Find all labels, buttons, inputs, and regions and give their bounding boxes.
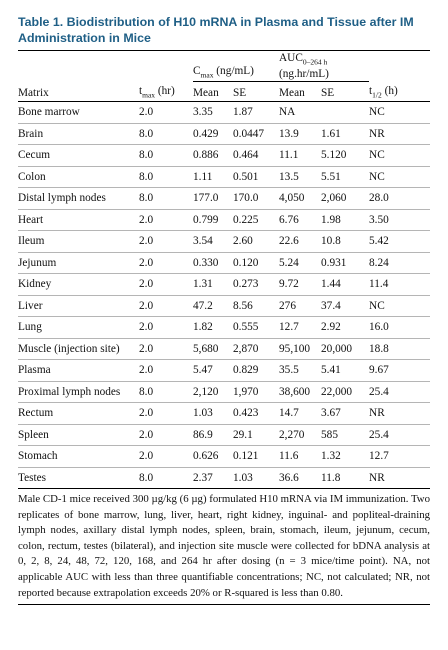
table-container: [18, 14, 430, 605]
cell-cmax-mean: 0.626: [193, 446, 233, 468]
cell-auc-se: 0.931: [321, 252, 369, 274]
cell-thalf: 11.4: [369, 274, 430, 296]
cell-tmax: 8.0: [139, 166, 193, 188]
cmax-se-header: SE: [233, 87, 247, 99]
cell-auc-mean: 13.5: [279, 166, 321, 188]
cmax-mean-header: Mean: [193, 87, 219, 99]
cell-cmax-se: 0.464: [233, 145, 279, 167]
cell-matrix: Heart: [18, 209, 139, 231]
cell-cmax-se: 29.1: [233, 424, 279, 446]
cell-matrix: Lung: [18, 317, 139, 339]
table-row: [18, 360, 430, 382]
cell-cmax-mean: 0.330: [193, 252, 233, 274]
cell-tmax: 2.0: [139, 338, 193, 360]
cell-cmax-mean: 2,120: [193, 381, 233, 403]
cell-cmax-se: 0.225: [233, 209, 279, 231]
cell-thalf: 9.67: [369, 360, 430, 382]
cell-cmax-se: 2,870: [233, 338, 279, 360]
header-row-groups: [18, 51, 430, 82]
cell-cmax-se: 0.120: [233, 252, 279, 274]
cell-auc-se: 1.44: [321, 274, 369, 296]
table-row: [18, 295, 430, 317]
cell-thalf: 5.42: [369, 231, 430, 253]
cell-auc-mean: 35.5: [279, 360, 321, 382]
cell-tmax: 2.0: [139, 424, 193, 446]
cell-cmax-se: 1.03: [233, 467, 279, 488]
table-row: [18, 209, 430, 231]
cell-cmax-mean: 0.886: [193, 145, 233, 167]
cell-cmax-se: 0.273: [233, 274, 279, 296]
cell-matrix: Liver: [18, 295, 139, 317]
cell-cmax-mean: 177.0: [193, 188, 233, 210]
table-row: [18, 231, 430, 253]
cell-thalf: NC: [369, 166, 430, 188]
cell-cmax-se: 0.829: [233, 360, 279, 382]
cell-thalf: 16.0: [369, 317, 430, 339]
cell-cmax-mean: 3.54: [193, 231, 233, 253]
cell-cmax-mean: 5,680: [193, 338, 233, 360]
cell-auc-mean: NA: [279, 102, 321, 124]
cell-cmax-se: 0.555: [233, 317, 279, 339]
cell-cmax-mean: 47.2: [193, 295, 233, 317]
cell-auc-se: 1.61: [321, 123, 369, 145]
header-row-columns: [18, 82, 430, 102]
thalf-header: $t_{1/2}$ (h): [369, 84, 398, 99]
cell-thalf: 18.8: [369, 338, 430, 360]
cell-auc-mean: 14.7: [279, 403, 321, 425]
cell-cmax-se: 1,970: [233, 381, 279, 403]
cell-matrix: Muscle (injection site): [18, 338, 139, 360]
cell-auc-se: 11.8: [321, 467, 369, 488]
cell-tmax: 2.0: [139, 360, 193, 382]
cell-thalf: 12.7: [369, 446, 430, 468]
cell-cmax-mean: 3.35: [193, 102, 233, 124]
cell-matrix: Bone marrow: [18, 102, 139, 124]
cell-auc-mean: 38,600: [279, 381, 321, 403]
cell-thalf: NC: [369, 145, 430, 167]
cell-cmax-se: 170.0: [233, 188, 279, 210]
table-row: [18, 467, 430, 488]
table-footnote: Male CD-1 mice received 300 µg/kg (6 µg) formulated H10 mRNA via IM immunization. Two replicates of bone marrow, lung, liver, heart, right kidney, inguinal- and popliteal-draining lymph nodes, axillary distal lymph nodes, spleen, brain, stomach, ileum, jejunum, cecum, colon, rectum, testes (bilateral), and injection site muscle were collected for bDNA analysis at 0, 2, 8, 24, 48, 72, 120, 168, and 264 hr after dosing (n = 3 mice/time point). NA, not applicable AUC with less than three quantifiable concentrations; NC, not calculated; NR, not reported because extrapolation exceeds 20% or R-squared is less than 0.80.: [18, 488, 430, 605]
cell-matrix: Distal lymph nodes: [18, 188, 139, 210]
cell-auc-se: [321, 102, 369, 124]
cell-cmax-mean: 2.37: [193, 467, 233, 488]
cell-thalf: 8.24: [369, 252, 430, 274]
cell-tmax: 2.0: [139, 252, 193, 274]
cell-tmax: 2.0: [139, 403, 193, 425]
cell-auc-mean: 4,050: [279, 188, 321, 210]
cell-tmax: 2.0: [139, 209, 193, 231]
auc-mean-header: Mean: [279, 87, 305, 99]
cell-cmax-se: 8.56: [233, 295, 279, 317]
cell-auc-se: 22,000: [321, 381, 369, 403]
cell-matrix: Cecum: [18, 145, 139, 167]
table-row: [18, 252, 430, 274]
cell-thalf: NC: [369, 102, 430, 124]
cell-matrix: Spleen: [18, 424, 139, 446]
cell-cmax-mean: 1.03: [193, 403, 233, 425]
cell-tmax: 8.0: [139, 188, 193, 210]
cell-matrix: Jejunum: [18, 252, 139, 274]
cell-tmax: 8.0: [139, 145, 193, 167]
cell-auc-se: 1.32: [321, 446, 369, 468]
cell-thalf: NR: [369, 467, 430, 488]
cell-tmax: 2.0: [139, 317, 193, 339]
cell-cmax-mean: 5.47: [193, 360, 233, 382]
cell-tmax: 2.0: [139, 274, 193, 296]
table-row: [18, 317, 430, 339]
cell-cmax-se: 0.501: [233, 166, 279, 188]
cell-auc-se: 5.51: [321, 166, 369, 188]
cell-auc-se: 37.4: [321, 295, 369, 317]
cell-auc-se: 1.98: [321, 209, 369, 231]
cell-auc-se: 5.41: [321, 360, 369, 382]
table-row: [18, 188, 430, 210]
table-row: [18, 381, 430, 403]
cell-thalf: 25.4: [369, 424, 430, 446]
cell-matrix: Plasma: [18, 360, 139, 382]
cell-cmax-mean: 1.31: [193, 274, 233, 296]
cell-auc-se: 5.120: [321, 145, 369, 167]
cell-auc-mean: 13.9: [279, 123, 321, 145]
cell-thalf: NR: [369, 123, 430, 145]
cell-auc-se: 20,000: [321, 338, 369, 360]
cell-matrix: Brain: [18, 123, 139, 145]
cell-auc-mean: 2,270: [279, 424, 321, 446]
cell-thalf: 28.0: [369, 188, 430, 210]
cell-tmax: 8.0: [139, 123, 193, 145]
cell-auc-se: 10.8: [321, 231, 369, 253]
cell-auc-mean: 5.24: [279, 252, 321, 274]
cell-matrix: Ileum: [18, 231, 139, 253]
cell-auc-mean: 11.1: [279, 145, 321, 167]
cell-cmax-mean: 0.799: [193, 209, 233, 231]
table-body: [18, 102, 430, 489]
cell-tmax: 2.0: [139, 231, 193, 253]
cell-tmax: 8.0: [139, 381, 193, 403]
cell-auc-mean: 11.6: [279, 446, 321, 468]
cell-cmax-se: 0.121: [233, 446, 279, 468]
cell-thalf: 25.4: [369, 381, 430, 403]
table-row: [18, 403, 430, 425]
cell-tmax: 2.0: [139, 102, 193, 124]
table-row: [18, 123, 430, 145]
table-row: [18, 424, 430, 446]
cell-cmax-mean: 1.82: [193, 317, 233, 339]
cell-auc-mean: 276: [279, 295, 321, 317]
cell-thalf: 3.50: [369, 209, 430, 231]
cell-auc-se: 2,060: [321, 188, 369, 210]
cell-matrix: Rectum: [18, 403, 139, 425]
table-row: [18, 145, 430, 167]
cell-matrix: Colon: [18, 166, 139, 188]
cell-auc-mean: 36.6: [279, 467, 321, 488]
cell-auc-mean: 22.6: [279, 231, 321, 253]
cell-cmax-mean: 86.9: [193, 424, 233, 446]
cell-auc-mean: 6.76: [279, 209, 321, 231]
table-row: [18, 166, 430, 188]
cmax-group-header: $C_{max}$ (ng/mL): [193, 51, 279, 82]
cell-cmax-se: 0.0447: [233, 123, 279, 145]
cell-tmax: 2.0: [139, 446, 193, 468]
cell-matrix: Stomach: [18, 446, 139, 468]
table-row: [18, 338, 430, 360]
table-row: [18, 274, 430, 296]
cell-cmax-mean: 0.429: [193, 123, 233, 145]
table-row: [18, 446, 430, 468]
biodistribution-table: [18, 51, 430, 488]
cell-auc-mean: 9.72: [279, 274, 321, 296]
cell-auc-mean: 12.7: [279, 317, 321, 339]
cell-tmax: 2.0: [139, 295, 193, 317]
cell-cmax-se: 2.60: [233, 231, 279, 253]
matrix-header: Matrix: [18, 87, 49, 99]
cell-cmax-mean: 1.11: [193, 166, 233, 188]
cell-matrix: Proximal lymph nodes: [18, 381, 139, 403]
cell-auc-se: 2.92: [321, 317, 369, 339]
cell-auc-se: 585: [321, 424, 369, 446]
auc-se-header: SE: [321, 87, 335, 99]
cell-matrix: Testes: [18, 467, 139, 488]
table-caption: Table 1. Biodistribution of H10 mRNA in Plasma and Tissue after IM Administration in Mice: [18, 14, 430, 51]
table-row: [18, 102, 430, 124]
cell-matrix: Kidney: [18, 274, 139, 296]
cell-cmax-se: 1.87: [233, 102, 279, 124]
cell-tmax: 8.0: [139, 467, 193, 488]
cell-cmax-se: 0.423: [233, 403, 279, 425]
cell-auc-mean: 95,100: [279, 338, 321, 360]
cell-auc-se: 3.67: [321, 403, 369, 425]
cell-thalf: NR: [369, 403, 430, 425]
auc-group-header: $AUC_{0-264 h}$ (ng.hr/mL): [279, 51, 369, 82]
cell-thalf: NC: [369, 295, 430, 317]
tmax-header: $t_{max}$ (hr): [139, 84, 175, 99]
